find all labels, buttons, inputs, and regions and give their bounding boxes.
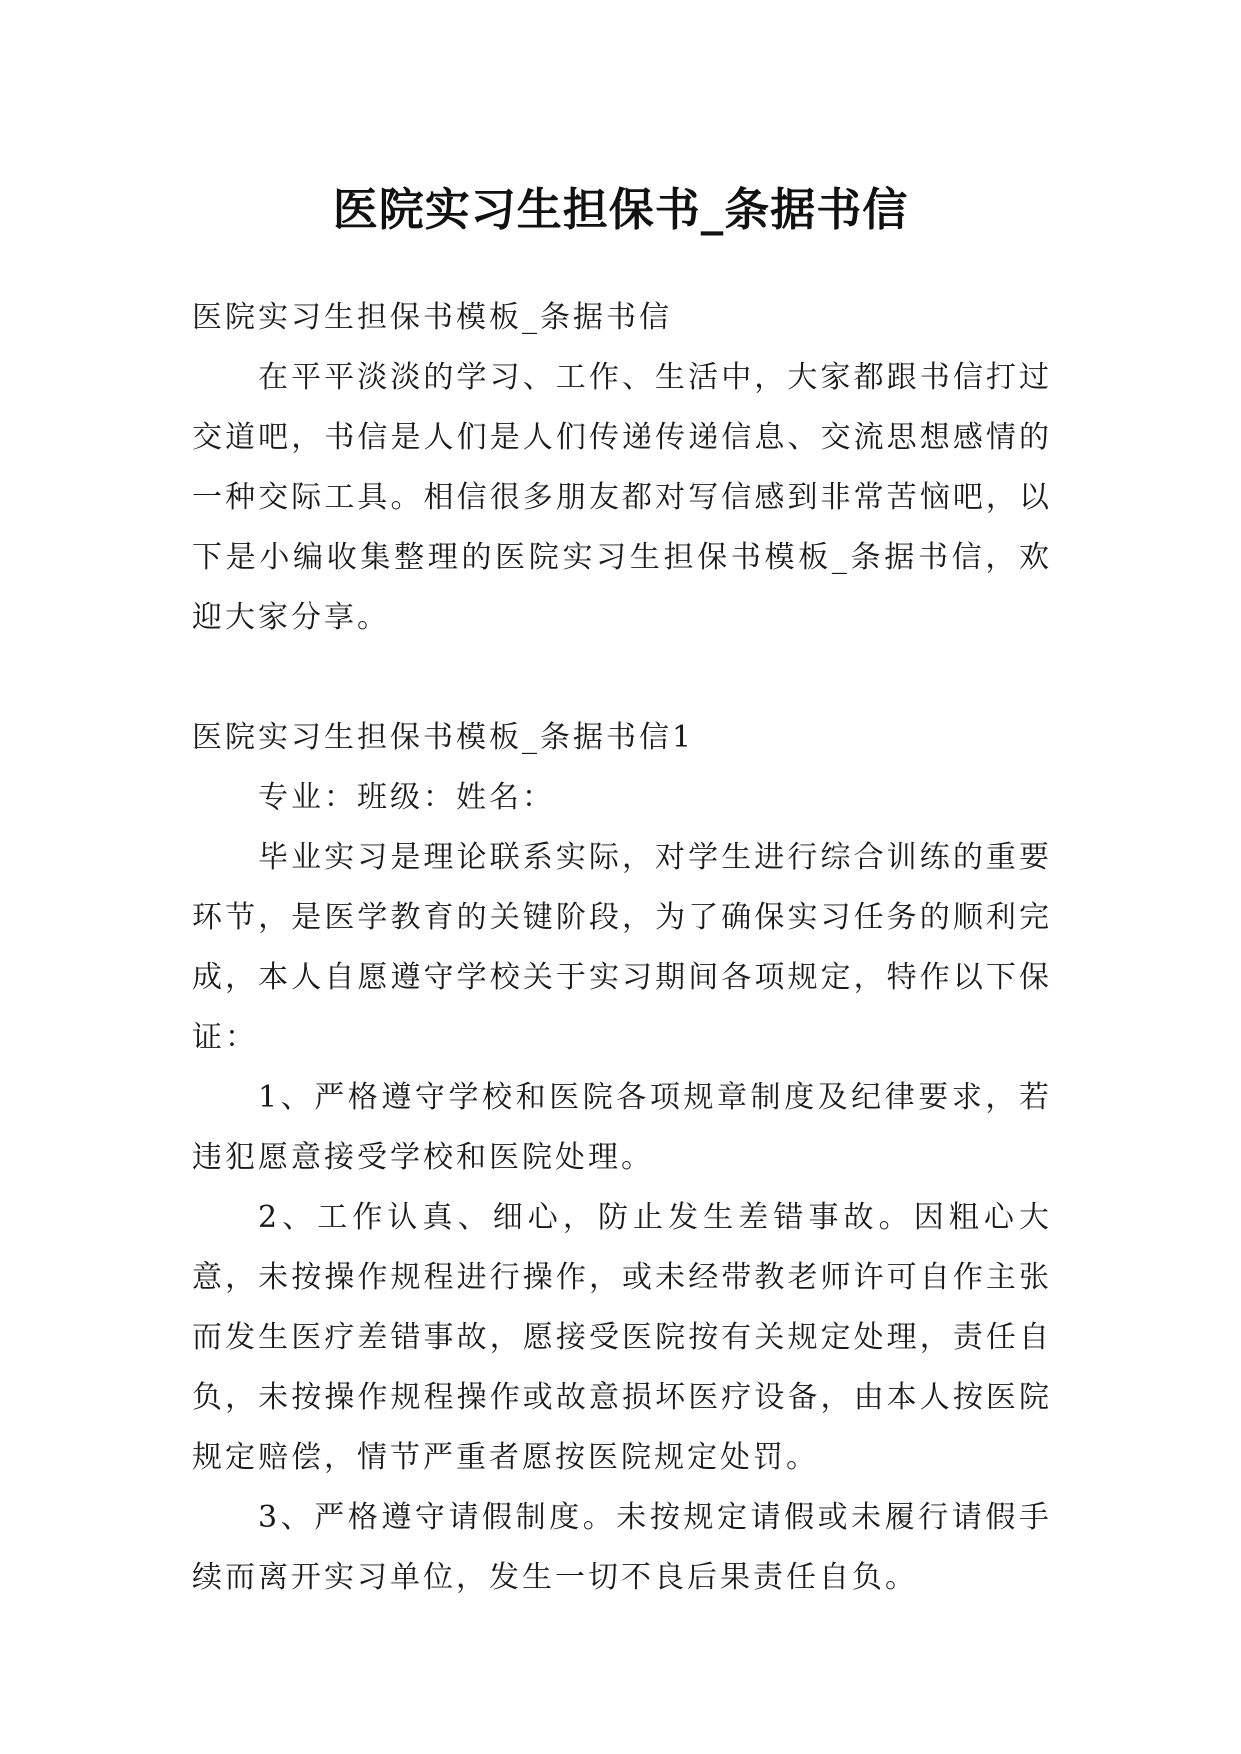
list-item-1: 1、严格遵守学校和医院各项规章制度及纪律要求，若违犯愿意接受学校和医院处理。 <box>192 1080 1052 1175</box>
list-item-2: 2、工作认真、细心，防止发生差错事故。因粗心大意，未按操作规程进行操作，或未经带教老师许可自作主张而发生医疗差错事故，愿接受医院按有关规定处理，责任自负，未按操作规程操作或故意损坏医疗设备，由本人按医院规定赔偿，情节严重者愿按医院规定处罚。 <box>192 1200 1052 1475</box>
intro-paragraph: 在平平淡淡的学习、工作、生活中，大家都跟书信打过交道吧，书信是人们是人们传递传递信息、交流思想感情的一种交际工具。相信很多朋友都对写信感到非常苦恼吧，以下是小编收集整理的医院实习生担保书模板_条据书信，欢迎大家分享。 <box>192 360 1052 635</box>
page-title: 医院实习生担保书_条据书信 <box>332 183 909 237</box>
document-body <box>192 288 1052 1608</box>
paragraph-spacer <box>192 648 1052 708</box>
fields-line: 专业：班级：姓名： <box>258 780 555 815</box>
subtitle: 医院实习生担保书模板_条据书信 <box>192 300 672 335</box>
section-heading: 医院实习生担保书模板_条据书信1 <box>192 720 695 755</box>
body-intro-paragraph: 毕业实习是理论联系实际，对学生进行综合训练的重要环节，是医学教育的关键阶段，为了确保实习任务的顺利完成，本人自愿遵守学校关于实习期间各项规定，特作以下保证： <box>192 840 1052 1055</box>
list-item-3: 3、严格遵守请假制度。未按规定请假或未履行请假手续而离开实习单位，发生一切不良后果责任自负。 <box>192 1500 1052 1595</box>
